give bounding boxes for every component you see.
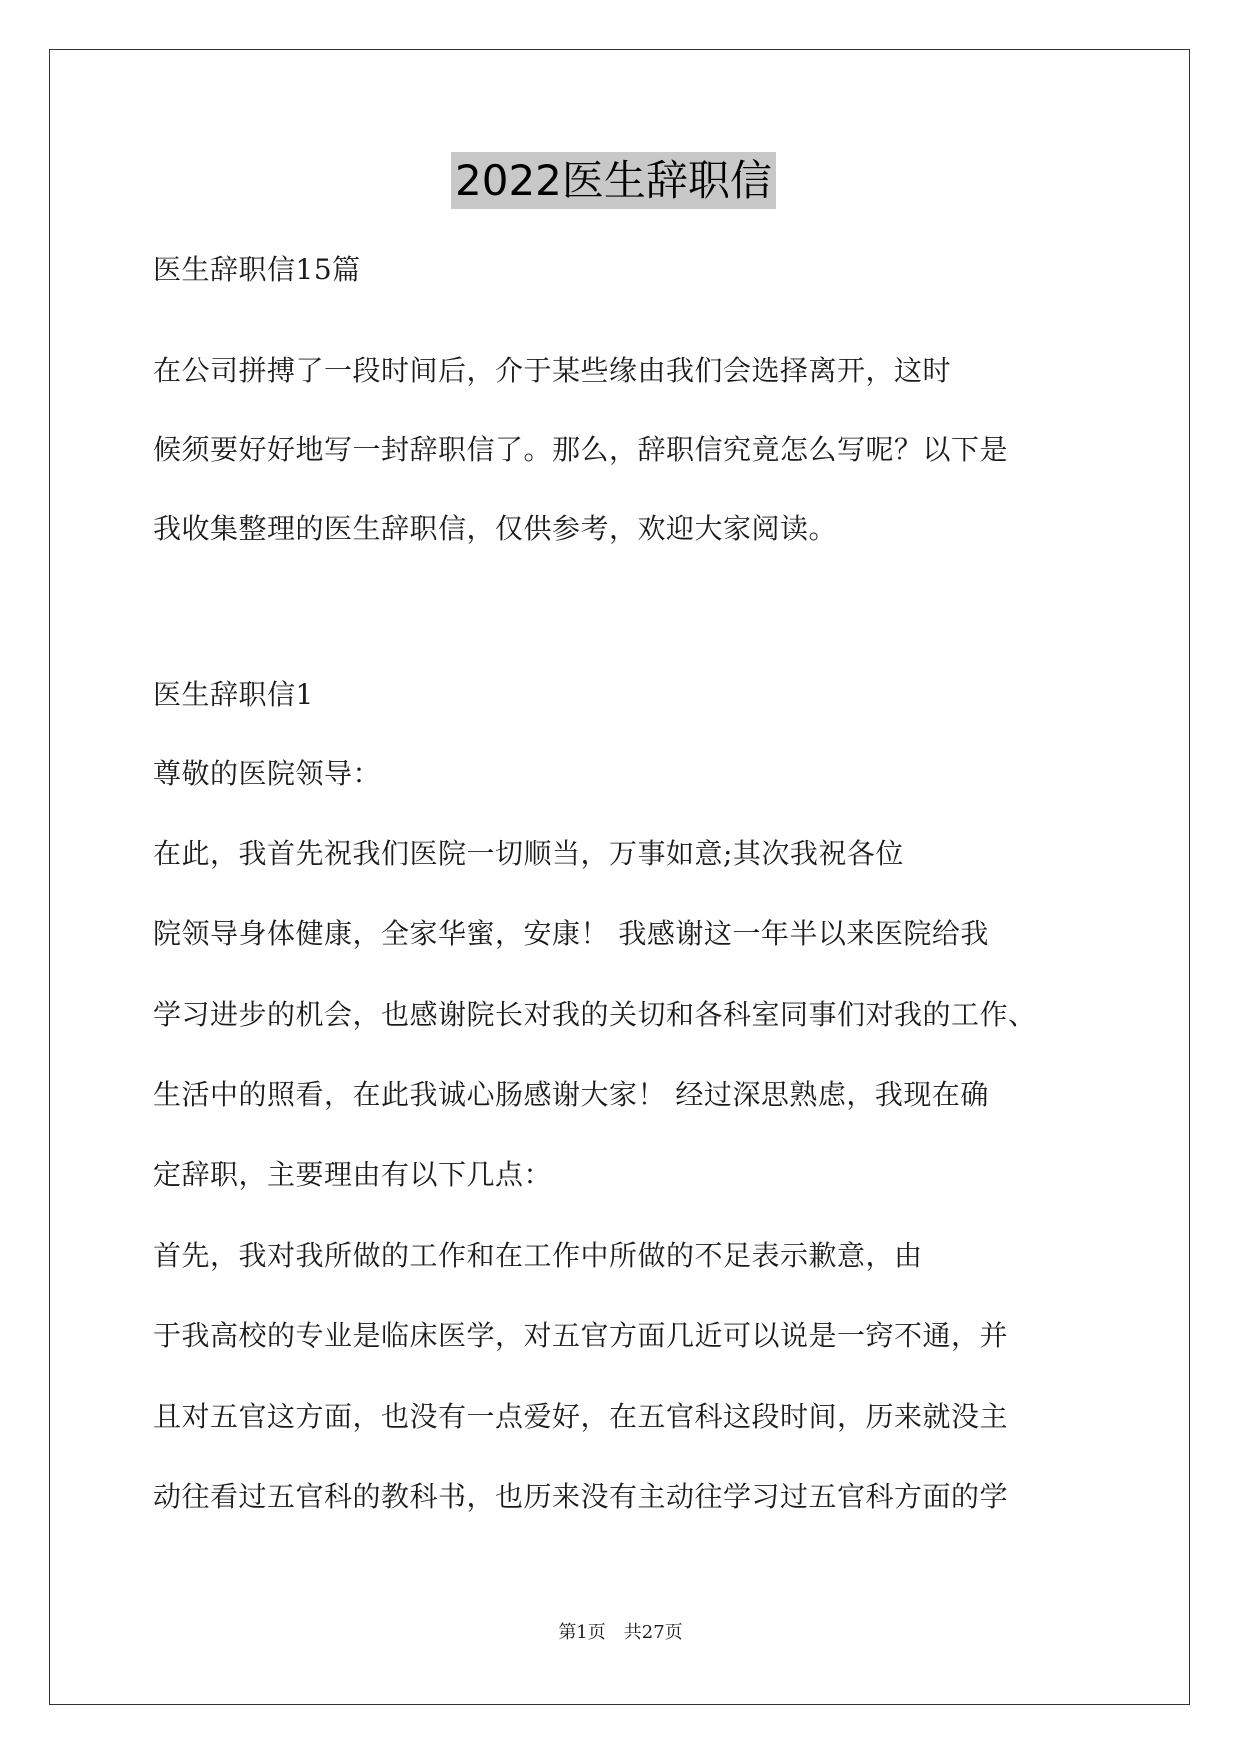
- intro-line-3: 我收集整理的医生辞职信，仅供参考，欢迎大家阅读。: [153, 512, 838, 545]
- body-line-1: 在此，我首先祝我们医院一切顺当，万事如意;其次我祝各位: [153, 837, 904, 870]
- body-line-8: 且对五官这方面，也没有一点爱好，在五官科这段时间，历来就没主: [153, 1400, 1009, 1433]
- page-total: 共27页: [623, 1622, 683, 1643]
- body-line-9: 动往看过五官科的教科书，也历来没有主动往学习过五官科方面的学: [153, 1480, 1009, 1513]
- page-footer: [0, 1620, 1241, 1646]
- body-line-2: 院领导身体健康，全家华蜜，安康！ 我感谢这一年半以来医院给我: [153, 917, 989, 950]
- intro-line-1: 在公司拼搏了一段时间后，介于某些缘由我们会选择离开，这时: [153, 354, 952, 387]
- salutation: 尊敬的医院领导：: [153, 757, 382, 790]
- page-border: [49, 49, 1190, 1705]
- body-line-7: 于我高校的专业是临床医学，对五官方面几近可以说是一窍不通，并: [153, 1319, 1009, 1352]
- subtitle-line: 医生辞职信15篇: [153, 253, 361, 286]
- body-line-3: 学习进步的机会，也感谢院长对我的关切和各科室同事们对我的工作、: [153, 998, 1037, 1031]
- body-line-4: 生活中的照看，在此我诚心肠感谢大家！ 经过深思熟虑，我现在确: [153, 1078, 989, 1111]
- body-line-5: 定辞职，主要理由有以下几点：: [153, 1158, 553, 1191]
- intro-line-2: 候须要好好地写一封辞职信了。那么，辞职信究竟怎么写呢？以下是: [153, 433, 1009, 466]
- page-number: 第1页: [558, 1622, 606, 1643]
- section-heading: 医生辞职信1: [153, 678, 314, 711]
- body-line-6: 首先，我对我所做的工作和在工作中所做的不足表示歉意，由: [153, 1239, 923, 1272]
- document-title: 2022医生辞职信: [451, 152, 776, 209]
